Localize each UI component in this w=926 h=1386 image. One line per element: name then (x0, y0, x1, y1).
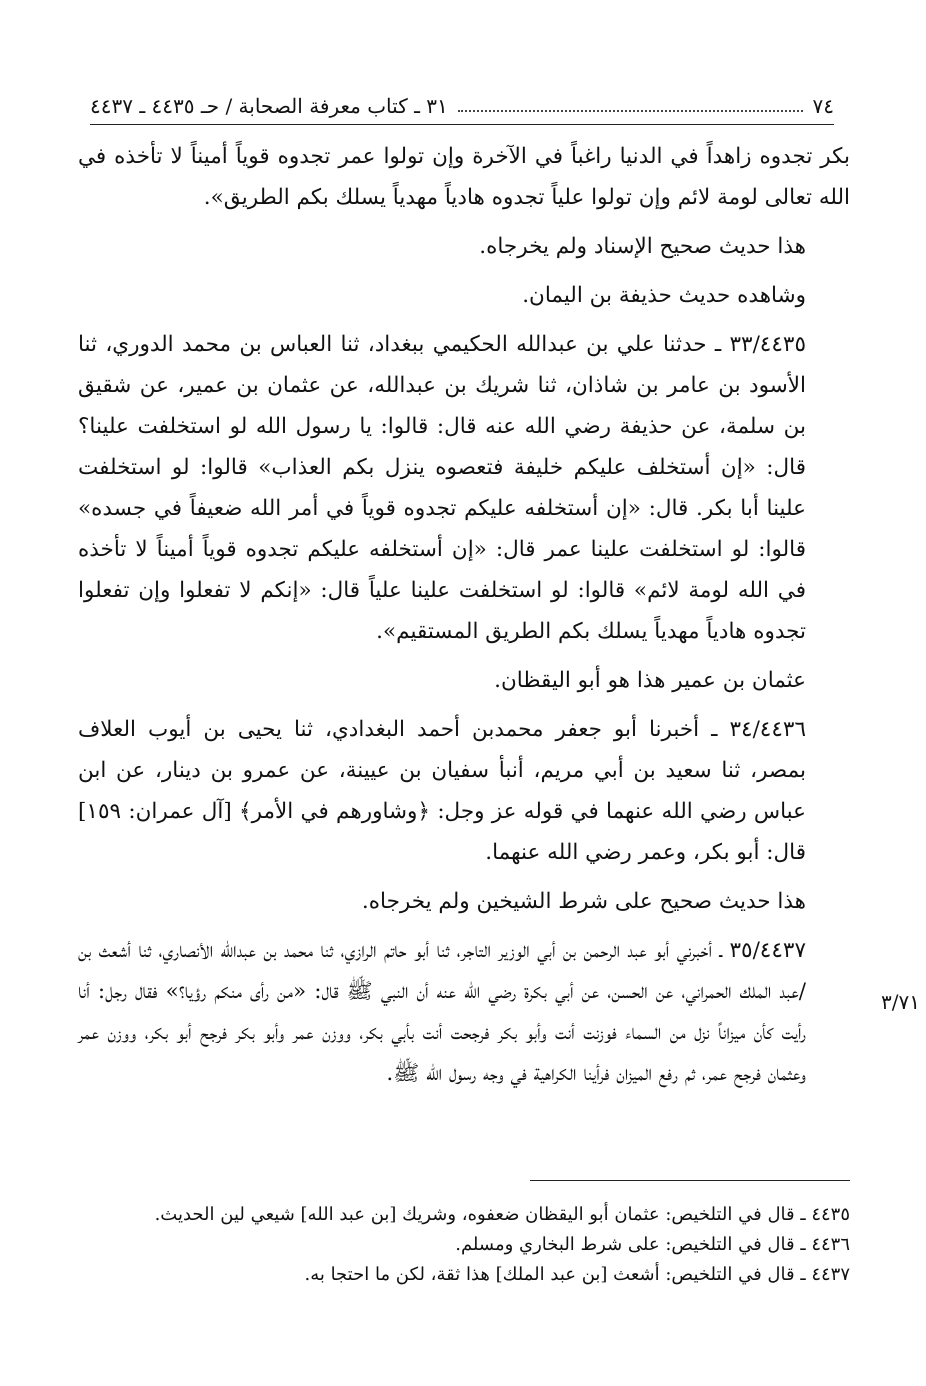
footnotes (78, 1200, 850, 1290)
paragraph-verdict-2: هذا حديث صحيح على شرط الشيخين ولم يخرجاه. (361, 889, 806, 914)
paragraph-verdict: هذا حديث صحيح الإسناد ولم يخرجاه. (479, 234, 806, 259)
paragraph-witness: وشاهده حديث حذيفة بن اليمان. (522, 283, 806, 308)
main-text (78, 136, 850, 1102)
footnote-4435: ٤٤٣٥ ـ قال في التلخيص: عثمان أبو اليقظان ضعفوه، وشريك [بن عبد الله] شيعي لين الحديث. (154, 1204, 850, 1225)
paragraph-note: عثمان بن عمير هذا هو أبو اليقظان. (494, 668, 806, 693)
page-number: ٧٤ (812, 94, 834, 118)
paragraph-continuation: بكر تجدوه زاهداً في الدنيا راغباً في الآخرة وإن تولوا عمر تجدوه قوياً أميناً لا تأخذه في الله تعالى لومة لائم وإن تولوا علياً تجدوه هادياً مهدياً يسلك بكم الطريق». (78, 144, 850, 210)
footnote-4436: ٤٤٣٦ ـ قال في التلخيص: على شرط البخاري ومسلم. (455, 1234, 850, 1255)
footnote-4437: ٤٤٣٧ ـ قال في التلخيص: أشعث [بن عبد الملك] هذا ثقة، لكن ما احتجا به. (304, 1264, 850, 1285)
hadith-4435: ٣٣/٤٤٣٥ ـ حدثنا علي بن عبدالله الحكيمي ببغداد، ثنا العباس بن محمد الدوري، ثنا الأسود بن عامر بن شاذان، ثنا شريك بن عبدالله، عن عثمان بن عمير، عن شقيق بن سلمة، عن حذيفة رضي الله عنه قال: قالوا: يا رسول الله لو استخلفت علينا؟ قال: «إن أستخلف عليكم خليفة فتعصوه ينزل بكم العذاب» قالوا: لو استخلفت علينا أبا بكر. قال: «إن أستخلفه عليكم تجدوه قوياً في أمر الله ضعيفاً في جسده» قالوا: لو استخلفت علينا عمر قال: «إن أستخلفه عليكم تجدوه قوياً أميناً لا تأخذه في الله لومة لائم» قالوا: لو استخلفت علينا علياً قال: «إنكم لا تفعلوا وإن تفعلوا تجدوه هادياً مهدياً يسلك بكم الطريق المستقيم». (78, 332, 806, 644)
hadith-4437: ٣٥/٤٤٣٧ ـ أخبرني أبو عبد الرحمن بن أبي الوزير التاجر، ثنا أبو حاتم الرازي، ثنا محمد بن عبدالله الأنصاري، ثنا أشعث بن /عبد الملك الحمراني، عن الحسن، عن أبي بكرة رضي الله عنه أن النبي ﷺ قال: «من رأى منكم رؤيا؟» فقال رجل: أنا رأيت كأن ميزاناً نزل من السماء فوزنت أنت وأبو بكر فرجحت أنت بأبي بكر، ووزن عمر وأبو بكر فرجح أبو بكر، ووزن عمر وعثمان فرجح عمر، ثم رفع الميزان فرأينا الكراهية في وجه رسول الله ﷺ. (78, 938, 806, 1086)
page-header (90, 84, 834, 125)
running-title: ٣١ ـ كتاب معرفة الصحابة / حـ ٤٤٣٥ ـ ٤٤٣٧ (90, 94, 448, 118)
header-dot-leader (458, 110, 803, 112)
margin-reference: ٣/٧١ (881, 990, 920, 1014)
hadith-4436: ٣٤/٤٤٣٦ ـ أخبرنا أبو جعفر محمدبن أحمد البغدادي، ثنا يحيى بن أيوب العلاف بمصر، ثنا سعيد بن أبي مريم، أنبأ سفيان بن عيينة، عن عمرو بن دينار، عن ابن عباس رضي الله عنهما في قوله عز وجل: ﴿وشاورهم في الأمر﴾ [آل عمران: ١٥٩] قال: أبو بكر، وعمر رضي الله عنهما. (78, 717, 806, 865)
footnote-separator (530, 1180, 850, 1181)
